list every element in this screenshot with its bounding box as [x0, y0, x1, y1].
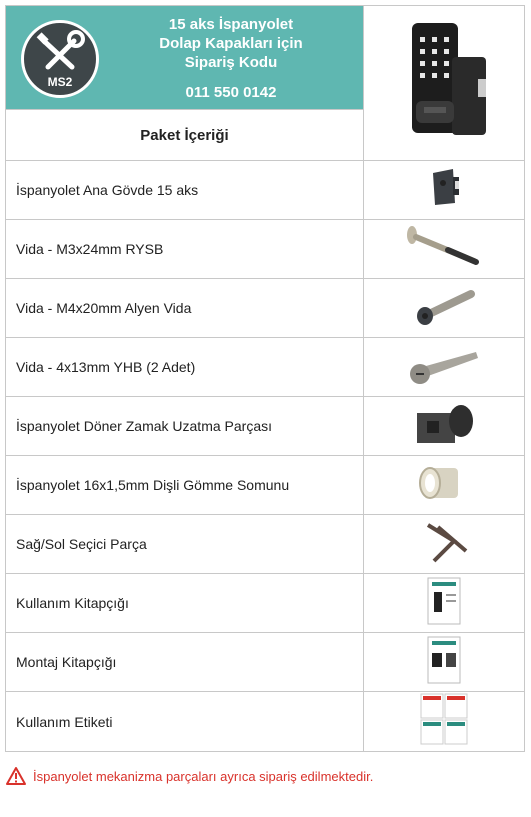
item-image: [364, 397, 525, 456]
item-label: Vida - M4x20mm Alyen Vida: [6, 279, 364, 338]
item-label: Vida - 4x13mm YHB (2 Adet): [6, 338, 364, 397]
item-image: [364, 338, 525, 397]
item-image: [364, 220, 525, 279]
table-row: [6, 633, 525, 692]
title-line: 15 aks İspanyolet: [168, 16, 294, 33]
item-image: [364, 456, 525, 515]
header-row: [6, 6, 525, 110]
allen-screw-icon: [409, 284, 479, 328]
item-image: [364, 279, 525, 338]
item-image: [364, 633, 525, 692]
item-label: Kullanım Etiketi: [6, 692, 364, 752]
main-product-image: [364, 6, 525, 161]
order-code: 011 550 0142: [185, 84, 277, 101]
footer-text: İspanyolet mekanizma parçaları ayrıca sipariş edilmektedir.: [33, 768, 374, 784]
item-label: İspanyolet 16x1,5mm Dişli Gömme Somunu: [6, 456, 364, 515]
table-row: [6, 456, 525, 515]
nut-icon: [414, 458, 474, 508]
table-row: [6, 574, 525, 633]
keypad-lock-icon: [394, 17, 494, 145]
usage-label-icon: [419, 692, 469, 746]
table-row: [6, 279, 525, 338]
table-row: [6, 220, 525, 279]
footer-note: [5, 766, 373, 786]
table-row: [6, 515, 525, 574]
extension-part-icon: [409, 399, 479, 449]
selector-part-icon: [414, 517, 474, 567]
parts-table: [5, 5, 525, 752]
table-row: [6, 161, 525, 220]
item-label: Montaj Kitapçığı: [6, 633, 364, 692]
item-label: İspanyolet Döner Zamak Uzatma Parçası: [6, 397, 364, 456]
table-row: [6, 338, 525, 397]
item-image: [364, 515, 525, 574]
banner-title: [116, 15, 346, 72]
package-heading: Paket İçeriği: [6, 110, 364, 161]
logo-text: MS2: [47, 75, 73, 89]
install-manual-icon: [424, 635, 464, 685]
warning-icon: [5, 766, 27, 786]
table-row: [6, 692, 525, 752]
user-manual-icon: [424, 576, 464, 626]
screw-m3-icon: [404, 225, 484, 269]
item-image: [364, 161, 525, 220]
item-label: İspanyolet Ana Gövde 15 aks: [6, 161, 364, 220]
title-line: Dolap Kapakları için: [159, 35, 303, 52]
item-label: Vida - M3x24mm RYSB: [6, 220, 364, 279]
wood-screw-icon: [404, 342, 484, 388]
item-label: Kullanım Kitapçığı: [6, 574, 364, 633]
header-banner: [6, 6, 363, 109]
title-line: Sipariş Kodu: [184, 54, 278, 71]
tools-logo-icon: [21, 20, 99, 98]
item-label: Sağ/Sol Seçici Parça: [6, 515, 364, 574]
item-image: [364, 574, 525, 633]
lock-body-icon: [419, 163, 469, 213]
table-row: [6, 397, 525, 456]
product-sheet: [5, 5, 524, 752]
item-image: [364, 692, 525, 752]
